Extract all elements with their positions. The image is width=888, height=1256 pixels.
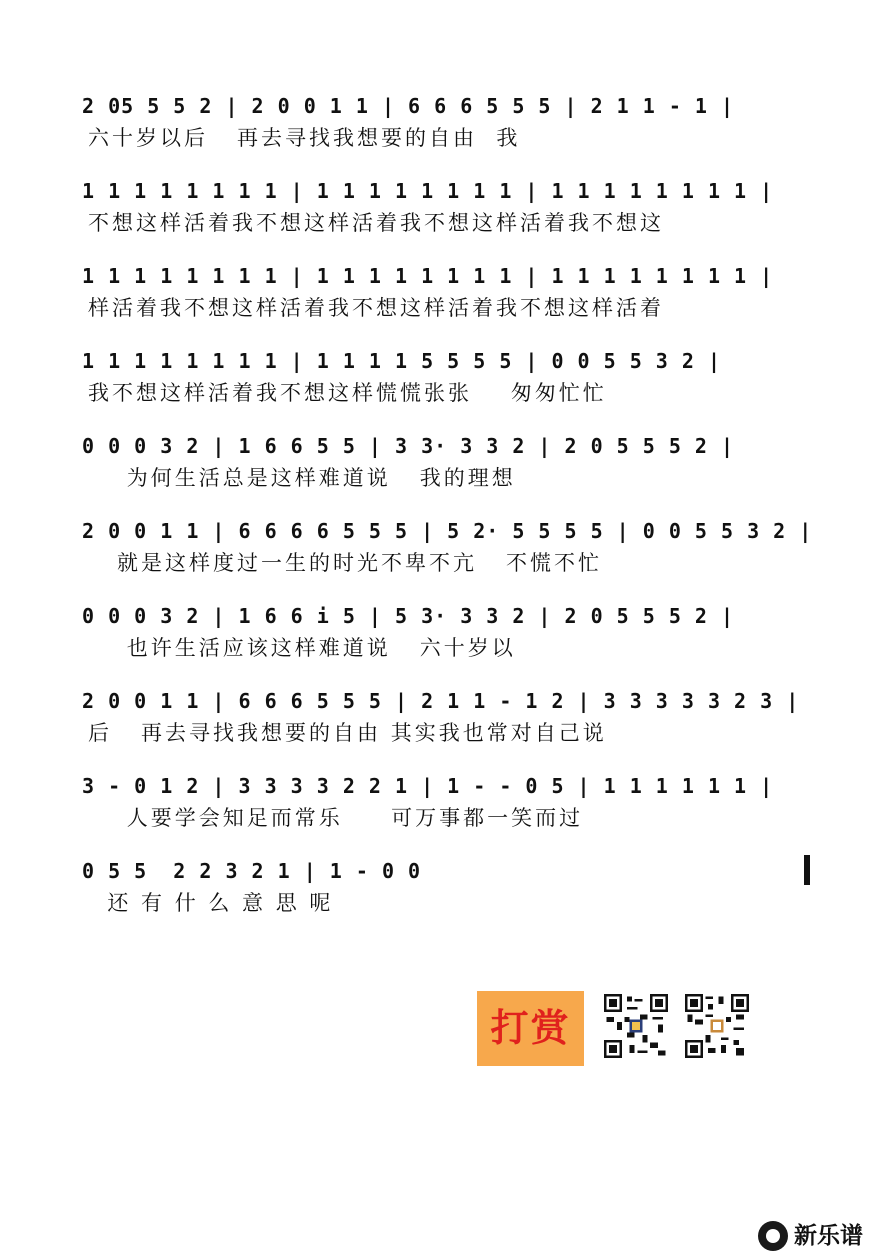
lyric-line: 还 有 什 么 意 思 呢 [88, 891, 334, 915]
lyric-line: 就是这样度过一生的时光不卑不亢 不慌不忙 [88, 551, 603, 575]
final-barline [804, 855, 810, 885]
score-system-6 [82, 505, 813, 590]
lyric-line: 不想这样活着我不想这样活着我不想这样活着我不想这 [88, 211, 664, 235]
lyric-line: 人要学会知足而常乐 可万事都一笑而过 [88, 806, 584, 830]
tip-button[interactable] [477, 991, 584, 1066]
score-system-7 [82, 590, 810, 675]
notation-line: 0 0 0 3 2 | 1 6 6 i 5 | 5 3· 3 3 2 | 2 0 5 5 5 2 | [82, 604, 735, 628]
lyric-line: 我不想这样活着我不想这样慌慌张张 匆匆忙忙 [88, 381, 607, 405]
notation-line: 2 0 0 1 1 | 6 6 6 6 5 5 5 | 5 2· 5 5 5 5 | 0 0 5 5 3 2 | [82, 519, 813, 543]
brand-logo [758, 1219, 883, 1251]
score-system-1 [82, 80, 810, 165]
score-system-10 [82, 845, 810, 925]
notation-line: 1 1 1 1 1 1 1 1 | 1 1 1 1 1 1 1 1 | 1 1 1 1 1 1 1 1 | [82, 179, 774, 203]
qr-code-icon[interactable] [685, 994, 749, 1058]
vinyl-record-icon [758, 1221, 788, 1251]
notation-line: 0 5 5 2 2 3 2 1 | 1 - 0 0 [82, 859, 422, 883]
notation-line: 3 - 0 1 2 | 3 3 3 3 2 2 1 | 1 - - 0 5 | 1 1 1 1 1 1 | [82, 774, 774, 798]
lyric-line: 样活着我不想这样活着我不想这样活着我不想这样活着 [88, 296, 664, 320]
jianpu-score [82, 80, 813, 925]
lyric-line: 后 再去寻找我想要的自由 其实我也常对自己说 [88, 721, 607, 745]
notation-line: 0 0 0 3 2 | 1 6 6 5 5 | 3 3· 3 3 2 | 2 0 5 5 5 2 | [82, 434, 735, 458]
lyric-line: 为何生活总是这样难道说 我的理想 [88, 466, 516, 490]
tip-label: 打赏 [490, 1006, 571, 1050]
lyric-line: 六十岁以后 再去寻找我想要的自由 我 [88, 126, 521, 150]
qr-code-icon[interactable] [604, 994, 668, 1058]
score-system-2 [82, 165, 810, 250]
score-system-9 [82, 760, 810, 845]
notation-line: 2 05 5 5 2 | 2 0 0 1 1 | 6 6 6 5 5 5 | 2 1 1 - 1 | [82, 94, 735, 118]
score-system-8 [82, 675, 810, 760]
notation-line: 1 1 1 1 1 1 1 1 | 1 1 1 1 5 5 5 5 | 0 0 5 5 3 2 | [82, 349, 722, 373]
notation-line: 2 0 0 1 1 | 6 6 6 5 5 5 | 2 1 1 - 1 2 | 3 3 3 3 3 2 3 | [82, 689, 800, 713]
score-system-5 [82, 420, 810, 505]
brand-name: 新乐谱 [794, 1223, 863, 1249]
score-system-3 [82, 250, 810, 335]
score-system-4 [82, 335, 810, 420]
lyric-line: 也许生活应该这样难道说 六十岁以 [88, 636, 516, 660]
notation-line: 1 1 1 1 1 1 1 1 | 1 1 1 1 1 1 1 1 | 1 1 1 1 1 1 1 1 | [82, 264, 774, 288]
